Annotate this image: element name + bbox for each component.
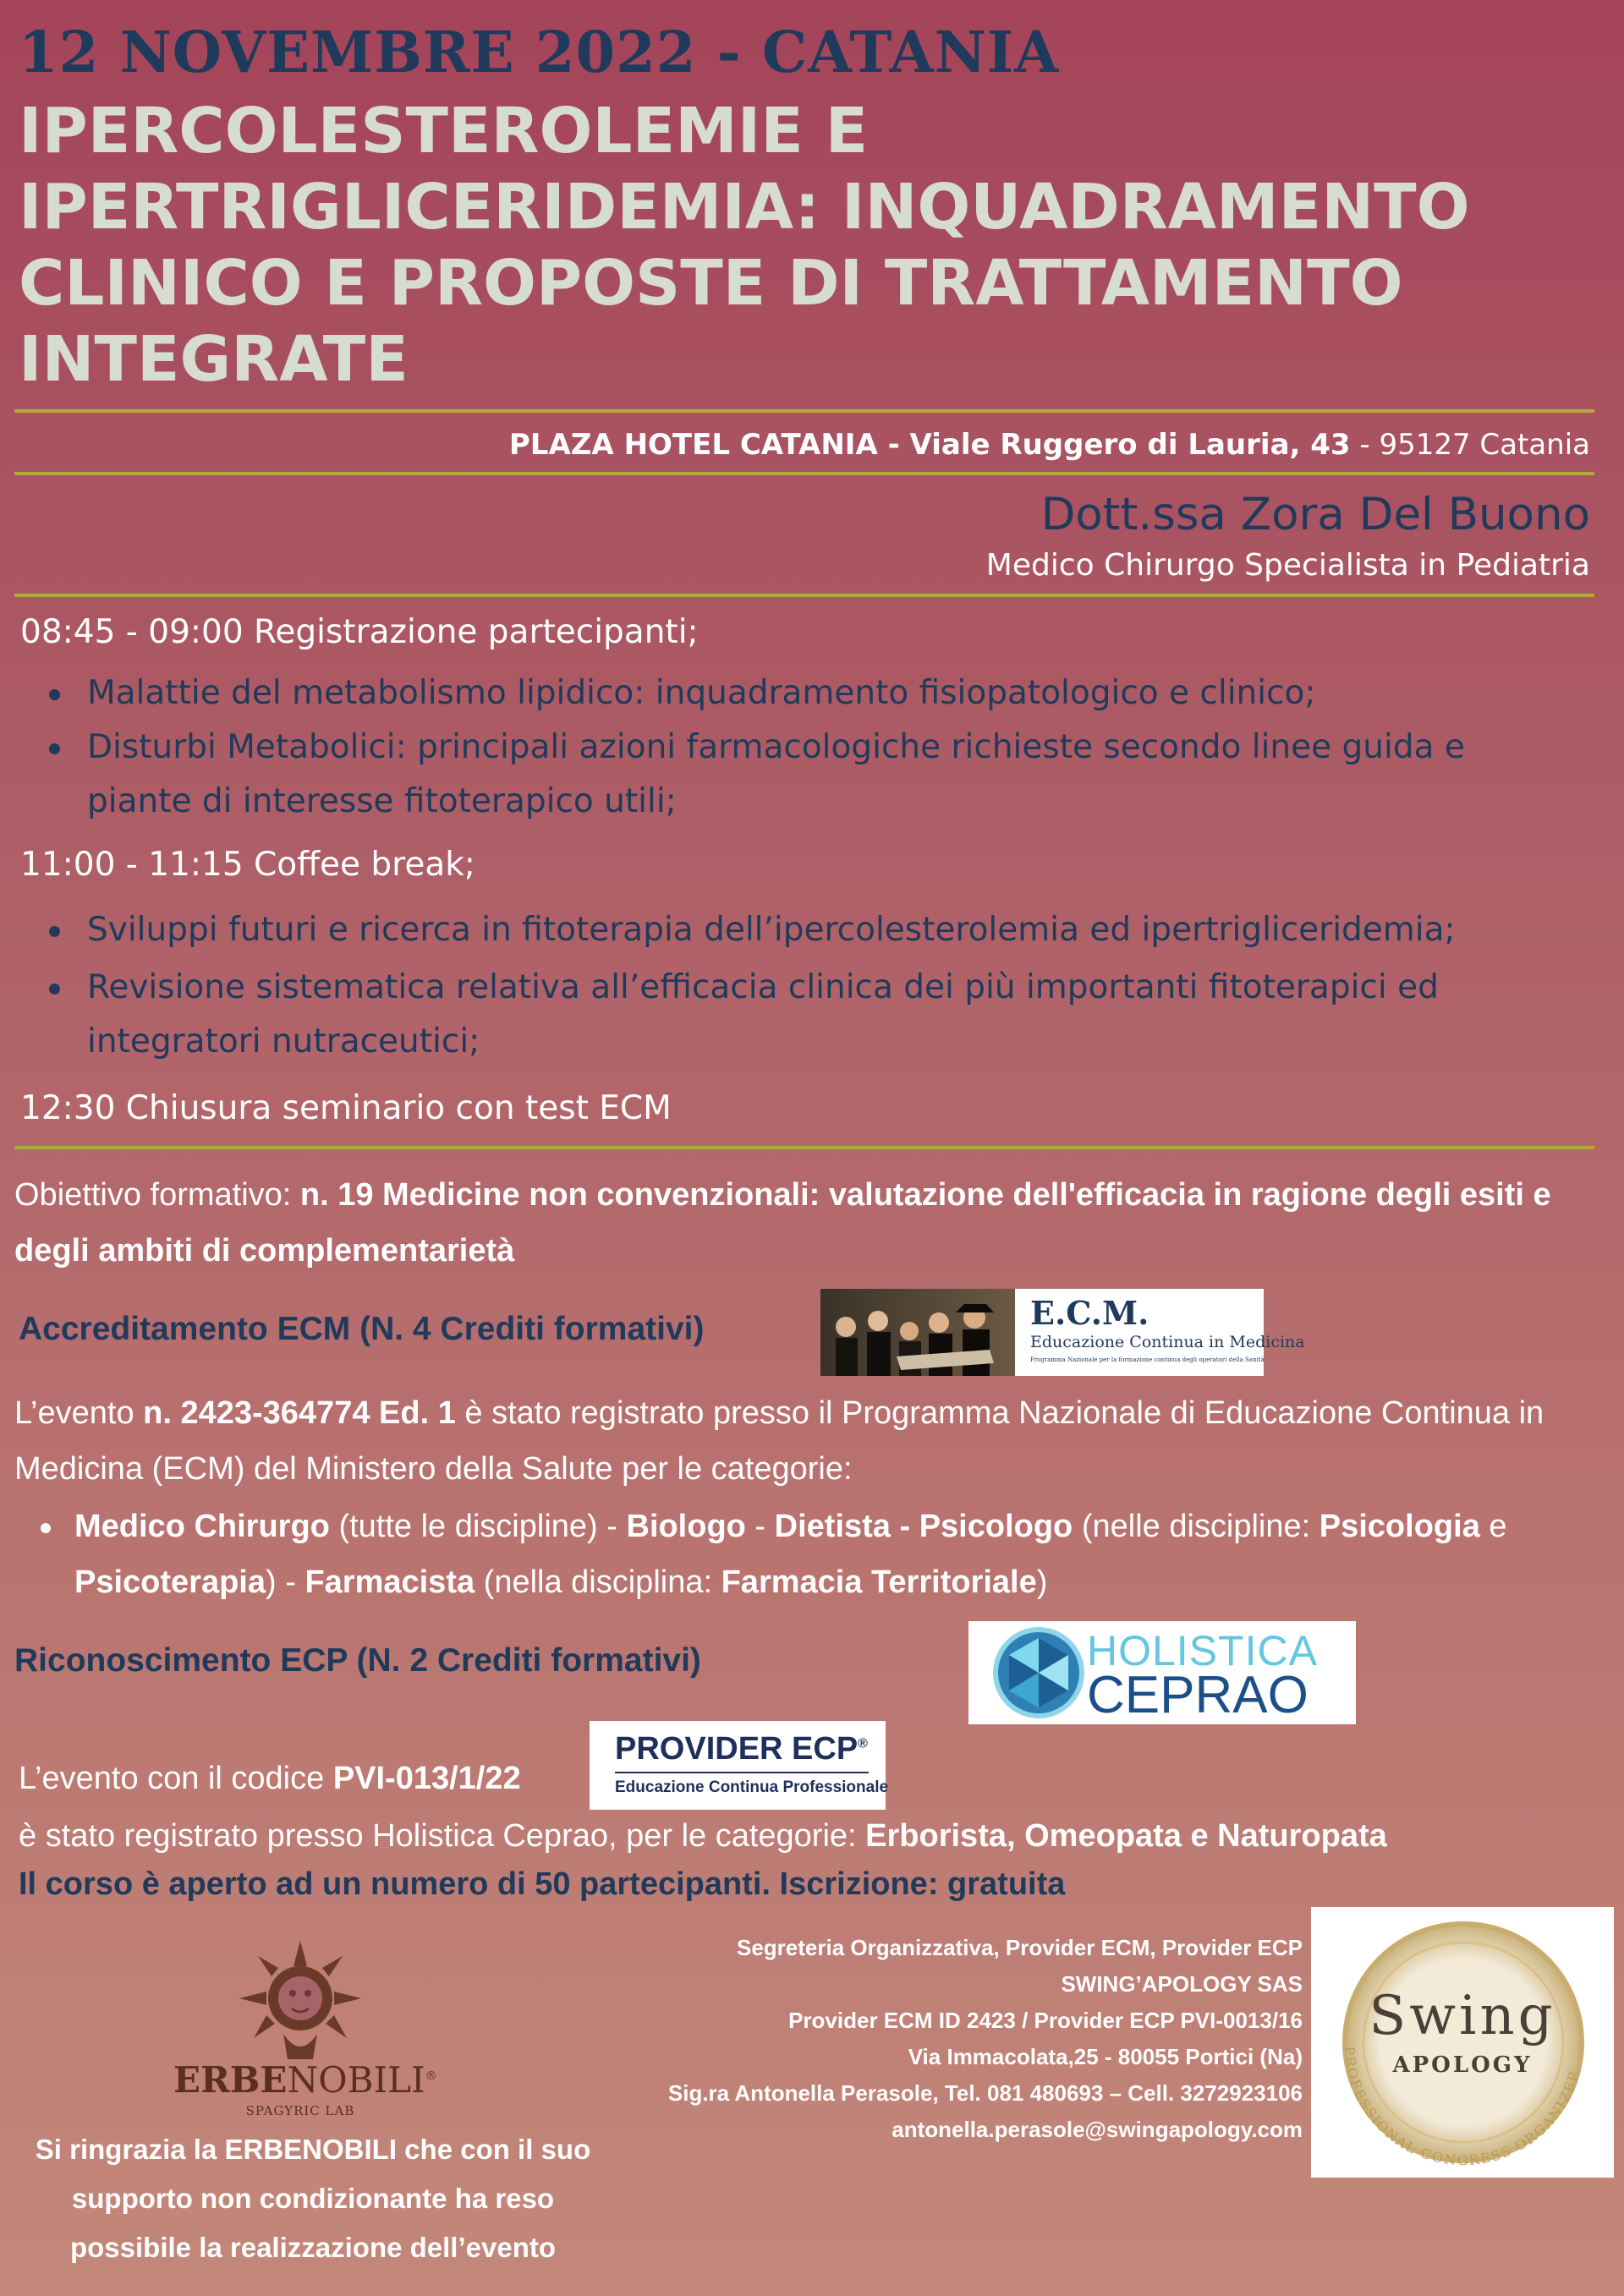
secretariat-info <box>541 1930 1303 2148</box>
ecp-code-line <box>19 1751 521 1806</box>
sponsor-thanks: Si ringrazia la ERBENOBILI che con il suo supporto non condizionante ha reso possibile la realizzazione dell’evento <box>35 2134 591 2263</box>
title-line: IPERCOLESTEROLEMIE E <box>19 95 869 167</box>
swingapology-logo <box>1311 1907 1614 2178</box>
participants-info: Il corso è aperto ad un numero di 50 partecipanti. Iscrizione: gratuita <box>19 1866 1066 1902</box>
program-item-text: Sviluppi futuri e ricerca in fitoterapia dell’ipercolesterolemia ed ipertrigliceridemia; <box>87 911 1456 949</box>
category-note: (nelle discipline: <box>1073 1509 1320 1544</box>
title-line: IPERTRIGLICERIDEMIA: INQUADRAMENTO <box>19 171 1470 244</box>
program-item <box>49 721 1563 829</box>
objective-text: n. 19 Medicine non convenzionali: valutazione dell'efficacia in ragione degli esiti e degli ambiti di complementarietà <box>14 1177 1551 1269</box>
category-name: Psicoterapia <box>74 1564 266 1600</box>
registration-time: 08:45 - 09:00 Registrazione partecipanti; <box>20 613 699 651</box>
holistica-text: HOLISTICA <box>1087 1627 1318 1674</box>
bullet-dot <box>49 689 60 700</box>
ecm-event-code: n. 2423-364774 Ed. 1 <box>143 1395 456 1431</box>
event-date: 12 NOVEMBRE 2022 - CATANIA <box>19 19 1060 85</box>
swing-word: Swing <box>1369 1985 1556 2047</box>
program-item-text: Disturbi Metabolici: principali azioni farmacologiche richieste secondo linee guida e piante di interesse fitoterapico utili; <box>87 728 1465 820</box>
secretariat-line: Sig.ra Antonella Perasole, Tel. 081 480693 – Cell. 3272923106 <box>667 2080 1303 2106</box>
erbenobili-brand <box>173 2059 437 2101</box>
ecm-heading: Accreditamento ECM (N. 4 Crediti formativi) <box>19 1311 705 1347</box>
provider-ecp-title <box>615 1731 868 1767</box>
ecm-event-description <box>14 1385 1588 1497</box>
hexagon-logo-icon <box>985 1621 1095 1724</box>
erbenobili-logo <box>173 1932 437 2144</box>
secretariat-email[interactable]: antonella.perasole@swingapology.com <box>892 2117 1303 2142</box>
divider <box>14 472 1594 475</box>
provider-ecp-logo <box>590 1721 889 1810</box>
ecp-code-intro: L’evento con il codice <box>19 1761 333 1796</box>
category-note: ) - <box>266 1564 305 1600</box>
speaker-name: Dott.ssa Zora Del Buono <box>1040 489 1590 540</box>
brand-part: ERBE <box>173 2059 288 2101</box>
provider-ecp-subtitle: Educazione Continua Professionale <box>615 1778 889 1796</box>
bullet-dot <box>49 743 60 754</box>
venue <box>509 428 1590 462</box>
training-objective <box>14 1167 1605 1279</box>
provider-ecp-title-text: PROVIDER ECP <box>615 1731 859 1767</box>
registered-mark: ® <box>858 1736 868 1751</box>
sun-figure-icon <box>173 1932 427 2059</box>
program-item-text: Malattie del metabolismo lipidico: inquadramento fisiopatologico e clinico; <box>87 674 1316 712</box>
apology-word: APOLOGY <box>1392 2052 1533 2078</box>
secretariat-line: Provider ECM ID 2423 / Provider ECP PVI-0013/16 <box>788 2008 1303 2033</box>
ecp-registered-text: è stato registrato presso Holistica Ceprao, per le categorie: <box>19 1818 866 1854</box>
program-item <box>49 903 1563 957</box>
event-title <box>19 93 1600 397</box>
category-note: ) <box>1036 1564 1048 1600</box>
program-item-text: Revisione sistematica relativa all’efficacia clinica dei più importanti fitoterapici ed integratori nutraceutici; <box>87 968 1439 1060</box>
ecm-categories <box>41 1499 1580 1610</box>
divider <box>615 1772 869 1773</box>
category-note: (nella disciplina: <box>475 1564 721 1600</box>
bullet-dot <box>41 1523 51 1533</box>
bullet-dot <box>49 984 60 995</box>
ecm-intro-rest: è stato registrato presso il Programma Nazionale di Educazione Continua in Medicina (ECM) del Ministero della Salute per le categorie: <box>14 1395 1544 1487</box>
ecp-registered-line <box>19 1808 1387 1864</box>
objective-label: Obiettivo formativo: <box>14 1177 300 1213</box>
category-note: - <box>745 1509 775 1544</box>
bullet-dot <box>49 926 60 937</box>
ecm-logo-title: E.C.M. <box>1030 1294 1149 1332</box>
category-name: Dietista - Psicologo <box>774 1509 1073 1544</box>
ecm-logo <box>820 1289 1305 1376</box>
ecm-categories-text <box>74 1499 1580 1610</box>
venue-postcode: - 95127 Catania <box>1350 428 1590 462</box>
divider <box>14 1146 1594 1149</box>
category-name: Farmacista <box>304 1564 475 1600</box>
ecp-code: PVI-013/1/22 <box>332 1761 521 1796</box>
ecm-intro: L’evento <box>14 1395 144 1431</box>
program-item <box>49 961 1563 1069</box>
category-name: Biologo <box>626 1509 746 1544</box>
category-note: e <box>1479 1509 1507 1544</box>
divider <box>14 409 1594 413</box>
logo-ring-text: PROFESSIONAL CONGRESS ORGANIZER <box>1341 2046 1583 2169</box>
category-note: (tutte le discipline) - <box>329 1509 627 1544</box>
category-name: Medico Chirurgo <box>74 1509 330 1544</box>
ceprao-text: CEPRAO <box>1087 1666 1309 1724</box>
holistica-ceprao-logo <box>968 1621 1356 1724</box>
divider <box>14 594 1594 597</box>
secretariat-line: Via Immacolata,25 - 80055 Portici (Na) <box>908 2044 1303 2069</box>
title-line: CLINICO E PROPOSTE DI TRATTAMENTO <box>19 247 1403 320</box>
ecm-logo-subtitle: Educazione Continua in Medicina <box>1030 1333 1305 1351</box>
title-line: INTEGRATE <box>19 323 409 396</box>
speaker-role: Medico Chirurgo Specialista in Pediatria <box>985 548 1590 583</box>
secretariat-line: SWING’APOLOGY SAS <box>1061 1971 1303 1997</box>
closing-time: 12:30 Chiusura seminario con test ECM <box>20 1089 672 1127</box>
ecp-heading: Riconoscimento ECP (N. 2 Crediti formativi) <box>14 1642 701 1679</box>
category-name: Farmacia Territoriale <box>721 1564 1037 1600</box>
coffee-break: 11:00 - 11:15 Coffee break; <box>20 846 475 884</box>
ecm-logo-tagline: Programma Nazionale per la formazione continua degli operatori della Sanità <box>1030 1356 1265 1363</box>
category-name: Psicologia <box>1319 1509 1480 1544</box>
erbenobili-tagline: SPAGYRIC LAB <box>245 2103 355 2118</box>
registered-mark: ® <box>425 2069 437 2083</box>
secretariat-line: Segreteria Organizzativa, Provider ECM, Provider ECP <box>736 1935 1303 1960</box>
program-item <box>49 666 1563 721</box>
brand-part: NOBILI <box>287 2059 425 2101</box>
venue-name: PLAZA HOTEL CATANIA - Viale Ruggero di Lauria, 43 <box>508 428 1351 462</box>
ecp-categories: Erborista, Omeopata e Naturopata <box>865 1818 1387 1854</box>
